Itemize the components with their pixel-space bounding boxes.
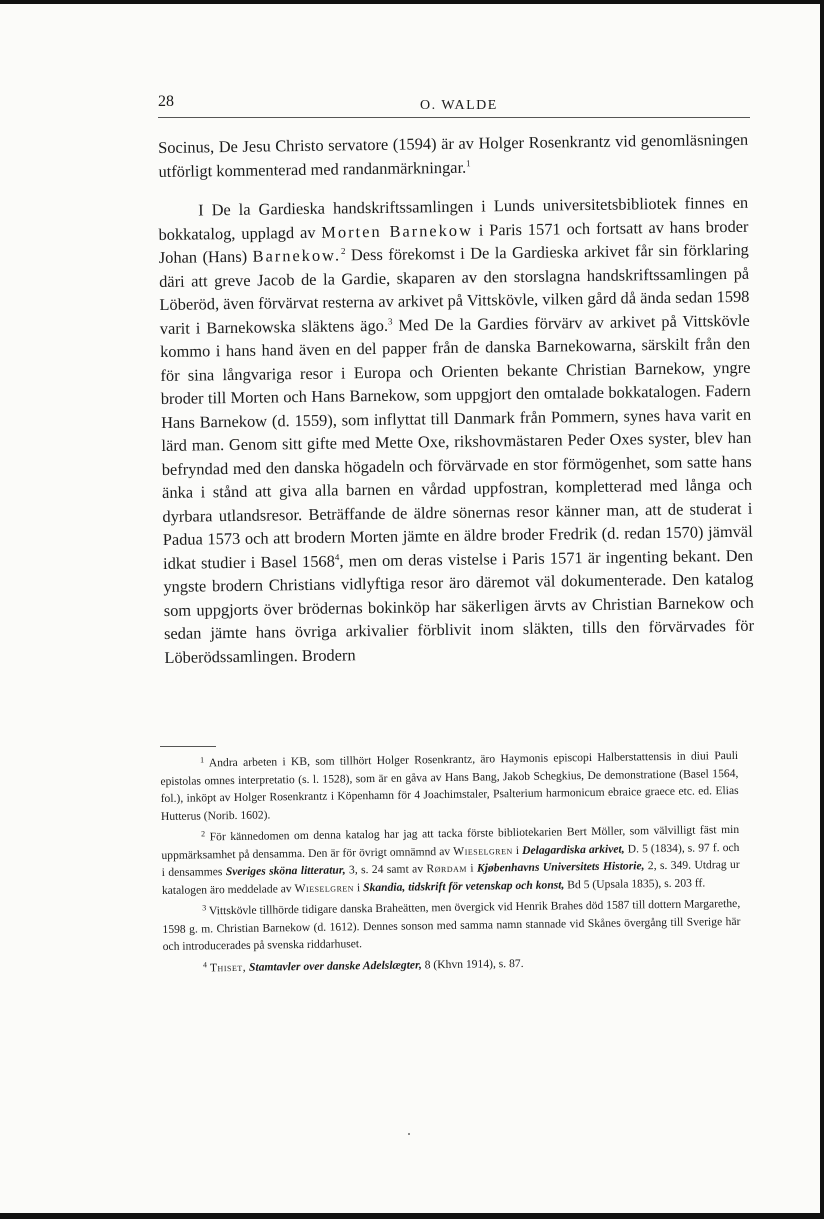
person-name-barnekow: Barnekow. xyxy=(252,245,342,266)
scan-speck xyxy=(408,1133,410,1135)
paragraph-2 xyxy=(158,191,755,669)
scan-border-right xyxy=(820,0,824,1219)
fn2-text-f: 2, s. 349. Utdrag ur katalogen äro meddelade av xyxy=(161,857,740,897)
paragraph-1 xyxy=(158,128,749,183)
fn2-author-2: Rørdam xyxy=(426,861,468,876)
p2-text-b: i Paris 1571 och fortsatt av hans broder Johan (Hans) xyxy=(158,216,749,267)
fn2-title-1: Delagardiska arkivet, xyxy=(521,842,625,857)
fn2-text-c: D. 5 (1834), s. 97 f. och i densammes xyxy=(161,840,740,879)
fn2-text-b: i xyxy=(512,843,523,857)
scan-border-bottom xyxy=(0,1213,824,1219)
fn2-text-g: i xyxy=(353,880,364,894)
p2-text-c: Dess förekomst i De la Gardieska arkivet får sin förklaring däri att greve Jacob de la Gardie, skaparen av den storslagna handskriftssamlingen på Löberöd, även förvärvat resterna av arkivet på Vittskövle, vilken gård då ända sedan 1598 varit i Barnekowska släktens ägo. xyxy=(159,239,750,338)
footnote-1-text: Andra arbeten i KB, som tillhört Holger Rosenkrantz, äro Haymonis episcopi Halberstattensis in diui Pauli epistolas omnes interpretatio (s. l. 1528), som är en gåva av Hans Bang, Jakob Schegkius, De demonstratione (Basel 1564, fol.), inköpt av Holger Rosenkrantz i Köpenhamn för 4 Joachimstaler, Psalterium harmonicum ebraice graece etc. ed. Elias Hutterus (Norib. 1602). xyxy=(160,748,739,823)
footnote-rule xyxy=(160,746,216,747)
p2-text-d: Med De la Gardies förvärv av arkivet på Vittskövle kommo i hans hand även en del papper från de danska Barnekowarna, särskilt från den för sina långvariga resor i Europa och Orienten bekante Christian Barnekow, yngre broder till Morten och Hans Barnekow, som uppgjort den omtalade bokkatalogen. Fadern Hans Barnekow (d. 1559), som inflyttat till Danmark från Pommern, synes hava varit en lärd man. Genom sitt gifte med Mette Oxe, rikshovmästaren Peder Oxes syster, blev han befryndad med den danska högadeln och förvärvade en stor förmögenhet, som satte hans änka i stånd att giva alla barnen en vårdad uppfostran, kompletterad med långa och dyrbara utlandsresor. Beträffande de äldre sönernas resor känner man, att de studerat i Padua 1573 och att brodern Morten jämte en äldre broder Fredrik (d. redan 1570) jämväl idkat studier i Basel 1568 xyxy=(159,310,753,573)
fn4-title: Stamtavler over danske Adelslægter, xyxy=(248,957,422,974)
footnote-3 xyxy=(162,892,741,956)
fn2-text-d: 3, s. 24 samt av xyxy=(345,862,427,877)
fn2-text-a: För kännedomen om denna katalog har jag att tacka förste bibliotekarien Bert Möller, som välvilligt fäst min uppmärksamhet på densamma. Den är för övrigt omnämnd av xyxy=(161,822,740,862)
fn2-text-e: i xyxy=(466,861,478,875)
fn4-author: Thiset, xyxy=(209,960,247,974)
footnote-2-mark: 2 xyxy=(201,829,206,839)
p2-text-a: I De la Gardieska handskriftssamlingen i Lunds universitetsbibliotek finnes en bokkatalog, upplagd av xyxy=(158,192,749,244)
p2-text-e: , men om deras vistelse i Paris 1571 är ingenting bekant. Den yngste brodern Christians vidlyftiga resor äro däremot väl dokumenterade. Den katalog som uppgjorts över brödernas bokinköp har säkerligen ärvts av Christian Barnekow och sedan jämte hans övriga arkivalier förblivit inom släkten, tills den förvärvades för Löberödssamlingen. Brodern xyxy=(163,545,755,667)
fn2-title-2: Sveriges sköna litteratur, xyxy=(225,863,346,879)
header-rule xyxy=(158,117,750,118)
footnote-ref-4: 4 xyxy=(334,551,340,562)
running-head-author: O. WALDE xyxy=(420,98,498,113)
person-name-morten-barnekow: Morten Barnekow xyxy=(321,220,473,242)
footnote-ref-1: 1 xyxy=(466,157,471,168)
footnotes xyxy=(160,744,741,978)
fn4-rest: 8 (Khvn 1914), s. 87. xyxy=(421,956,524,971)
scan-border-top xyxy=(0,0,824,4)
footnote-3-text: Vittskövle tillhörde tidigare danska Braheätten, men övergick vid Henrik Brahes död 1587 till dottern Margarethe, 1598 g. m. Christian Barnekow (d. 1612). Dennes sonson med samma namn stannade vid Skånes övergång till Sverige här och introducerades på svenska riddarhuset. xyxy=(162,896,741,953)
footnote-2 xyxy=(161,818,740,899)
footnote-ref-2: 2 xyxy=(340,245,346,256)
paragraph-1-text: Socinus, De Jesu Christo servatore (1594) är av Holger Rosenkrantz vid genomläsningen utförligt kommenterad med randanmärkningar. xyxy=(158,129,749,181)
footnote-ref-3: 3 xyxy=(387,315,393,326)
fn2-title-3: Kjøbenhavns Universitets Historie, xyxy=(476,859,645,875)
fn2-text-h: Bd 5 (Upsala 1835), s. 203 ff. xyxy=(564,875,706,891)
footnote-4-mark: 4 xyxy=(202,959,208,969)
page-number: 28 xyxy=(158,93,174,110)
fn2-author-1: Wieselgren xyxy=(453,843,513,858)
footnote-1 xyxy=(160,744,739,825)
fn2-author-3: Wieselgren xyxy=(294,880,355,895)
footnote-3-mark: 3 xyxy=(202,903,207,913)
fn2-title-4: Skandia, tidskrift för vetenskap och konst, xyxy=(362,877,565,894)
footnote-1-mark: 1 xyxy=(200,755,205,765)
